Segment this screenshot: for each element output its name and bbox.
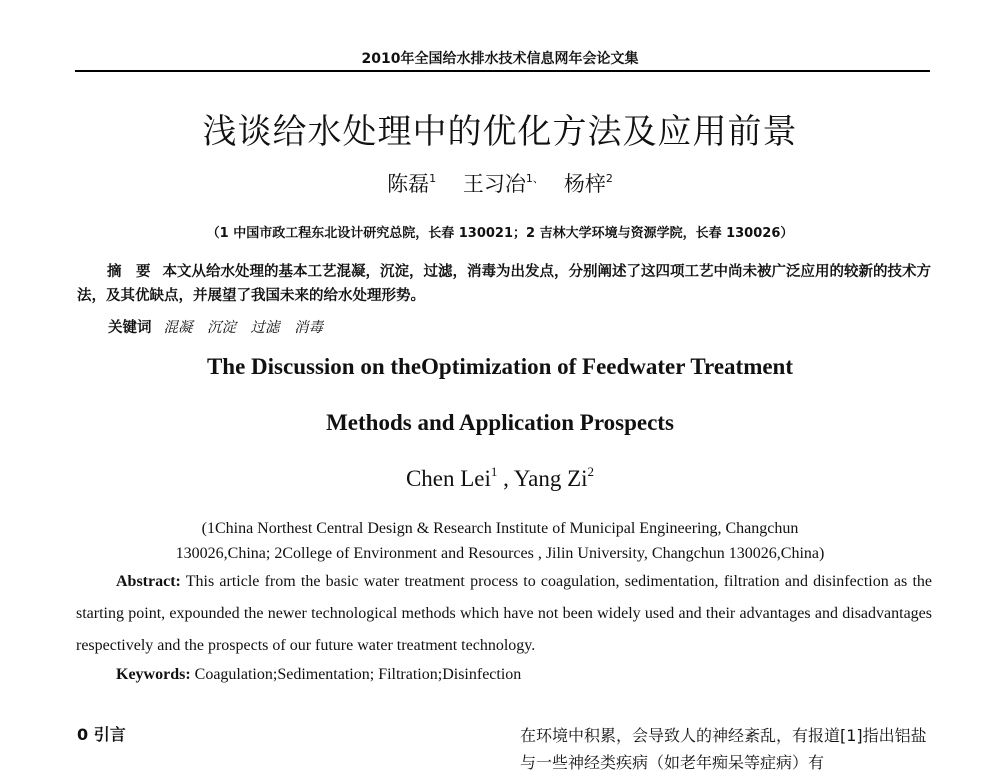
english-keywords-label: Keywords:: [116, 666, 191, 683]
author-name: Chen Lei: [405, 466, 491, 491]
english-keywords: [116, 666, 521, 684]
english-authors: [0, 464, 1000, 492]
running-header: 2010年全国给水排水技术信息网年会论文集: [361, 51, 639, 67]
author-sup: 1: [429, 172, 437, 185]
english-abstract: [76, 566, 932, 662]
english-keywords-text: Coagulation;Sedimentation; Filtration;Disinfection: [190, 666, 522, 683]
english-title-line2: Methods and Application Prospects: [326, 410, 674, 435]
chinese-keywords-text: 混凝 沉淀 过滤 消毒: [163, 320, 323, 336]
english-affiliation: [75, 516, 925, 566]
author-name: 王习冶: [462, 172, 526, 196]
chinese-keywords: [108, 316, 323, 337]
chinese-abstract-text: 本文从给水处理的基本工艺混凝，沉淀，过滤，消毒为出发点，分别阐述了这四项工艺中尚未被广泛应用的较新的技术方法，及其优缺点，并展望了我国未来的给水处理形势。: [77, 264, 931, 304]
english-abstract-text: This article from the basic water treatment process to coagulation, sedimentation, filtration and disinfection as the starting point, expounded the newer technological methods which have not been widely used and their advantages and disadvantages respectively and the prospects of our future water treatment technology.: [76, 573, 932, 654]
chinese-title: 浅谈给水处理中的优化方法及应用前景: [202, 112, 798, 152]
author-sup: 2: [587, 464, 595, 479]
section-heading: 0 引言: [77, 725, 126, 744]
chinese-abstract-label: 摘 要: [107, 264, 151, 280]
body-text-column: 在环境中积累，会导致人的神经紊乱，有报道[1]指出铝盐与一些神经类疾病（如老年痴呆等症病）有: [520, 726, 927, 772]
chinese-affiliation: （1 中国市政工程东北设计研究总院，长春 130021；2 吉林大学环境与资源学院，长春 130026）: [206, 226, 794, 241]
english-title-line1: The Discussion on theOptimization of Feedwater Treatment: [206, 354, 794, 379]
english-abstract-label: Abstract:: [116, 573, 181, 590]
chinese-keywords-label: 关键词: [108, 320, 152, 336]
author-sup: 2: [605, 172, 613, 185]
english-affiliation-line2: 130026,China; 2College of Environment and Resources , Jilin University, Changchun 130026,China): [175, 545, 825, 562]
chinese-authors: [0, 168, 1000, 198]
author-separator: ,: [497, 466, 514, 491]
header-rule: [75, 70, 930, 72]
author-name: 杨梓: [563, 172, 606, 196]
author-sup: 1: [490, 464, 498, 479]
author-sup: 1、: [525, 172, 544, 185]
author-name: Yang Zi: [513, 466, 588, 491]
author-name: 陈磊: [387, 172, 430, 196]
chinese-abstract: [77, 260, 933, 308]
english-affiliation-line1: (1China Northest Central Design & Research Institute of Municipal Engineering, Changchun: [201, 520, 799, 537]
